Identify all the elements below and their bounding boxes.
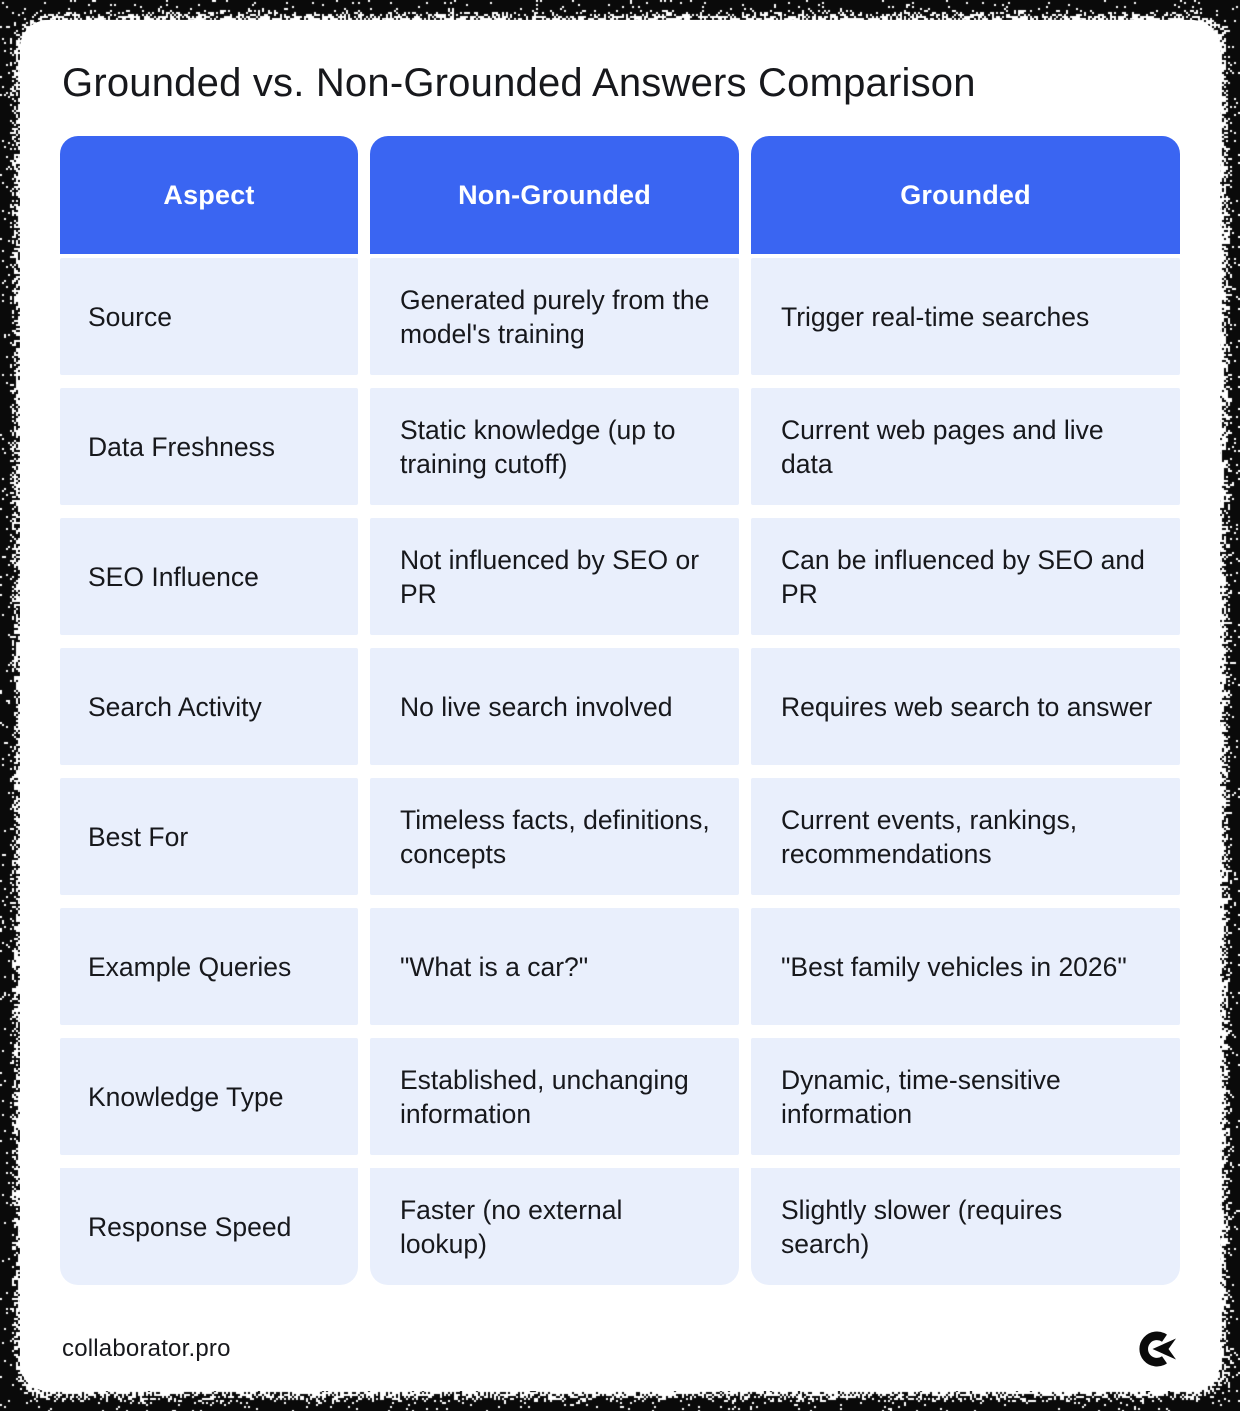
cell-grounded-best-for: Current events, rankings, recommendations (751, 778, 1180, 895)
cell-aspect-search-activity: Search Activity (60, 648, 358, 765)
cell-aspect-seo-influence: SEO Influence (60, 518, 358, 635)
cell-grounded-knowledge-type: Dynamic, time-sensitive information (751, 1038, 1180, 1155)
cell-grounded-example-queries: "Best family vehicles in 2026" (751, 908, 1180, 1025)
table-header-row (60, 136, 1180, 254)
cell-non-grounded-example-queries: "What is a car?" (370, 908, 739, 1025)
comparison-table (60, 136, 1180, 1285)
cell-aspect-response-speed: Response Speed (60, 1168, 358, 1285)
cell-aspect-best-for: Best For (60, 778, 358, 895)
page-title: Grounded vs. Non-Grounded Answers Comparison (62, 61, 976, 105)
cell-grounded-seo-influence: Can be influenced by SEO and PR (751, 518, 1180, 635)
cell-aspect-source: Source (60, 258, 358, 375)
cell-non-grounded-knowledge-type: Established, unchanging information (370, 1038, 739, 1155)
column-header-aspect: Aspect (60, 136, 358, 254)
collaborator-logo-icon (1138, 1329, 1178, 1369)
cell-grounded-source: Trigger real-time searches (751, 258, 1180, 375)
cell-non-grounded-seo-influence: Not influenced by SEO or PR (370, 518, 739, 635)
cell-grounded-search-activity: Requires web search to answer (751, 648, 1180, 765)
infographic-card (20, 20, 1220, 1391)
cell-aspect-example-queries: Example Queries (60, 908, 358, 1025)
cell-non-grounded-data-freshness: Static knowledge (up to training cutoff) (370, 388, 739, 505)
cell-non-grounded-best-for: Timeless facts, definitions, concepts (370, 778, 739, 895)
site-name: collaborator.pro (62, 1335, 231, 1362)
column-header-non-grounded: Non-Grounded (370, 136, 739, 254)
table-body (60, 258, 1180, 1285)
cell-non-grounded-search-activity: No live search involved (370, 648, 739, 765)
footer (62, 1329, 1180, 1369)
column-header-grounded: Grounded (751, 136, 1180, 254)
cell-grounded-data-freshness: Current web pages and live data (751, 388, 1180, 505)
cell-grounded-response-speed: Slightly slower (requires search) (751, 1168, 1180, 1285)
cell-aspect-data-freshness: Data Freshness (60, 388, 358, 505)
cell-non-grounded-source: Generated purely from the model's training (370, 258, 739, 375)
cell-non-grounded-response-speed: Faster (no external lookup) (370, 1168, 739, 1285)
cell-aspect-knowledge-type: Knowledge Type (60, 1038, 358, 1155)
